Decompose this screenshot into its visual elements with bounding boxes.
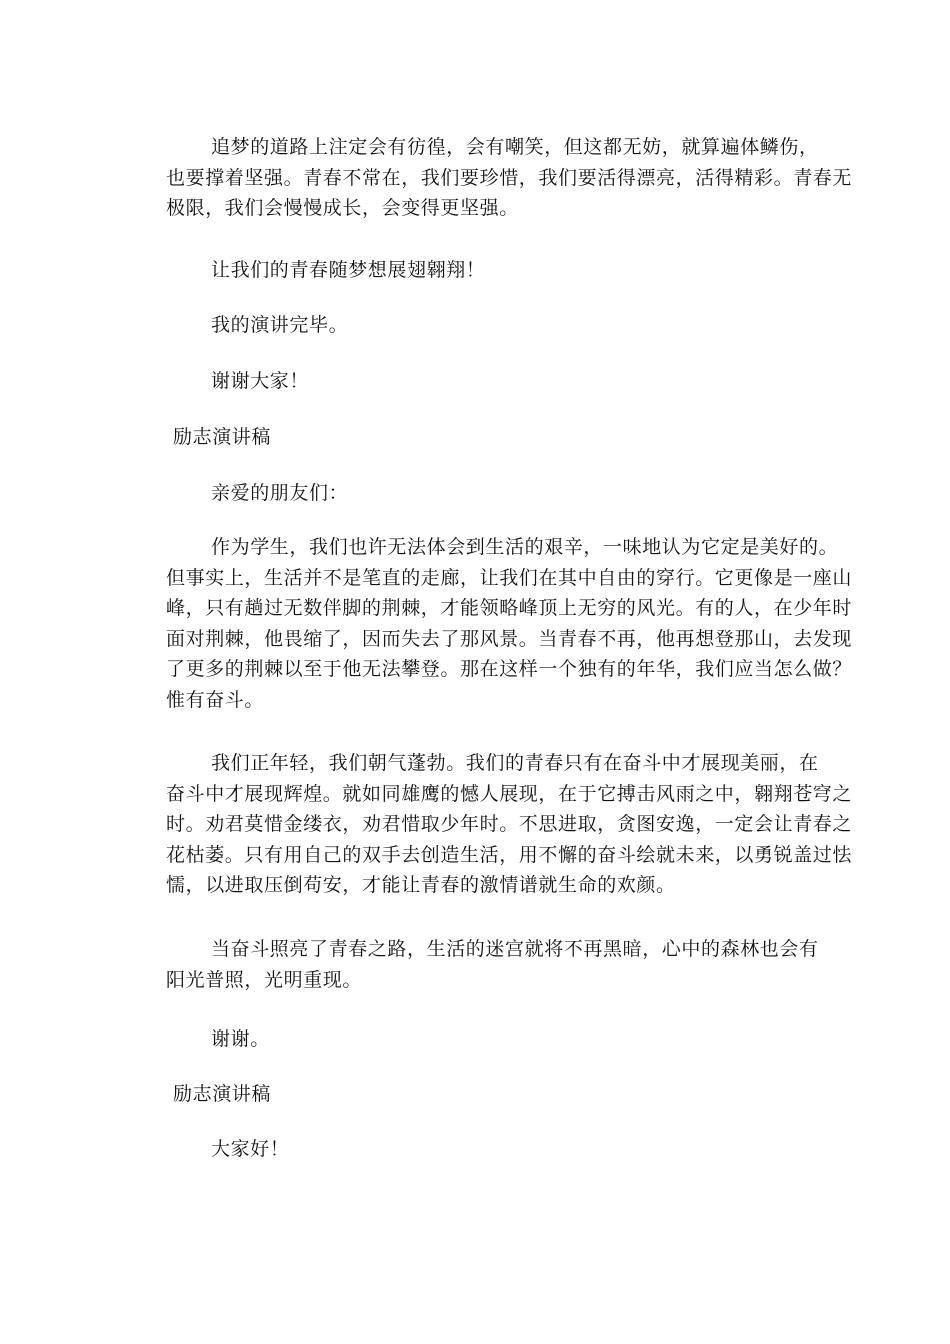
text-line: 阳光普照，光明重现。 — [166, 968, 363, 991]
text-line: 峰，只有趟过无数伴脚的荆棘，才能领略峰顶上无穷的风光。有的人，在少年时 — [166, 597, 853, 619]
text-line: 我的演讲完毕。 — [211, 314, 349, 336]
text-line: 懦，以进取压倒苟安，才能让青春的激情谱就生命的欢颜。 — [166, 874, 676, 896]
text-line: 我们正年轻，我们朝气蓬勃。我们的青春只有在奋斗中才展现美丽，在 — [211, 752, 819, 774]
paragraph-greeting — [166, 478, 816, 509]
section-heading: 励志演讲稿 — [173, 1083, 272, 1105]
paragraph-young-striving — [166, 748, 853, 901]
paragraph-speech-end — [166, 310, 816, 341]
text-line: 面对荆棘，他畏缩了，因而失去了那风景。当青春不再，他再想登那山，去发现 — [166, 627, 853, 650]
text-line: 谢谢。 — [211, 1028, 270, 1050]
text-line: 时。劝君莫惜金缕衣，劝君惜取少年时。不思进取，贪图安逸，一定会让青春之 — [166, 813, 853, 835]
text-line: 追梦的道路上注定会有彷徨，会有嘲笑，但这都无妨，就算遍体鳞伤， — [211, 136, 819, 158]
text-line: 谢谢大家！ — [211, 370, 310, 392]
text-line: 亲爱的朋友们： — [211, 482, 349, 504]
paragraph-student-life — [166, 532, 853, 715]
paragraph-hello-all — [166, 1134, 816, 1165]
paragraph-youth-dream — [166, 255, 816, 286]
text-line: 也要撑着坚强。青春不常在，我们要珍惜，我们要活得漂亮，活得精彩。青春无 — [166, 166, 853, 189]
text-line: 当奋斗照亮了青春之路，生活的迷宫就将不再黑暗，心中的森林也会有 — [211, 938, 819, 960]
text-line: 让我们的青春随梦想展翅翱翔！ — [211, 259, 486, 281]
text-line: 花枯萎。只有用自己的双手去创造生活，用不懈的奋斗绘就未来，以勇锐盖过怯 — [166, 843, 853, 866]
paragraph-thanks — [166, 1024, 816, 1055]
text-line: 了更多的荆棘以至于他无法攀登。那在这样一个独有的年华，我们应当怎么做？ — [166, 658, 853, 680]
text-line: 作为学生，我们也许无法体会到生活的艰辛，一味地认为它定是美好的。 — [211, 536, 839, 558]
paragraph-thanks-all — [166, 366, 816, 397]
paragraph-dream-path — [166, 132, 853, 224]
text-line: 但事实上，生活并不是笔直的走廊，让我们在其中自由的穿行。它更像是一座山 — [166, 566, 853, 589]
text-line: 惟有奋斗。 — [166, 688, 265, 711]
paragraph-striving-light — [166, 934, 819, 995]
text-line: 奋斗中才展现辉煌。就如同雄鹰的憾人展现，在于它搏击风雨之中，翱翔苍穹之 — [166, 782, 853, 805]
section-heading: 励志演讲稿 — [173, 426, 272, 448]
text-line: 大家好！ — [211, 1138, 290, 1160]
text-line: 极限，我们会慢慢成长，会变得更坚强。 — [166, 197, 519, 219]
